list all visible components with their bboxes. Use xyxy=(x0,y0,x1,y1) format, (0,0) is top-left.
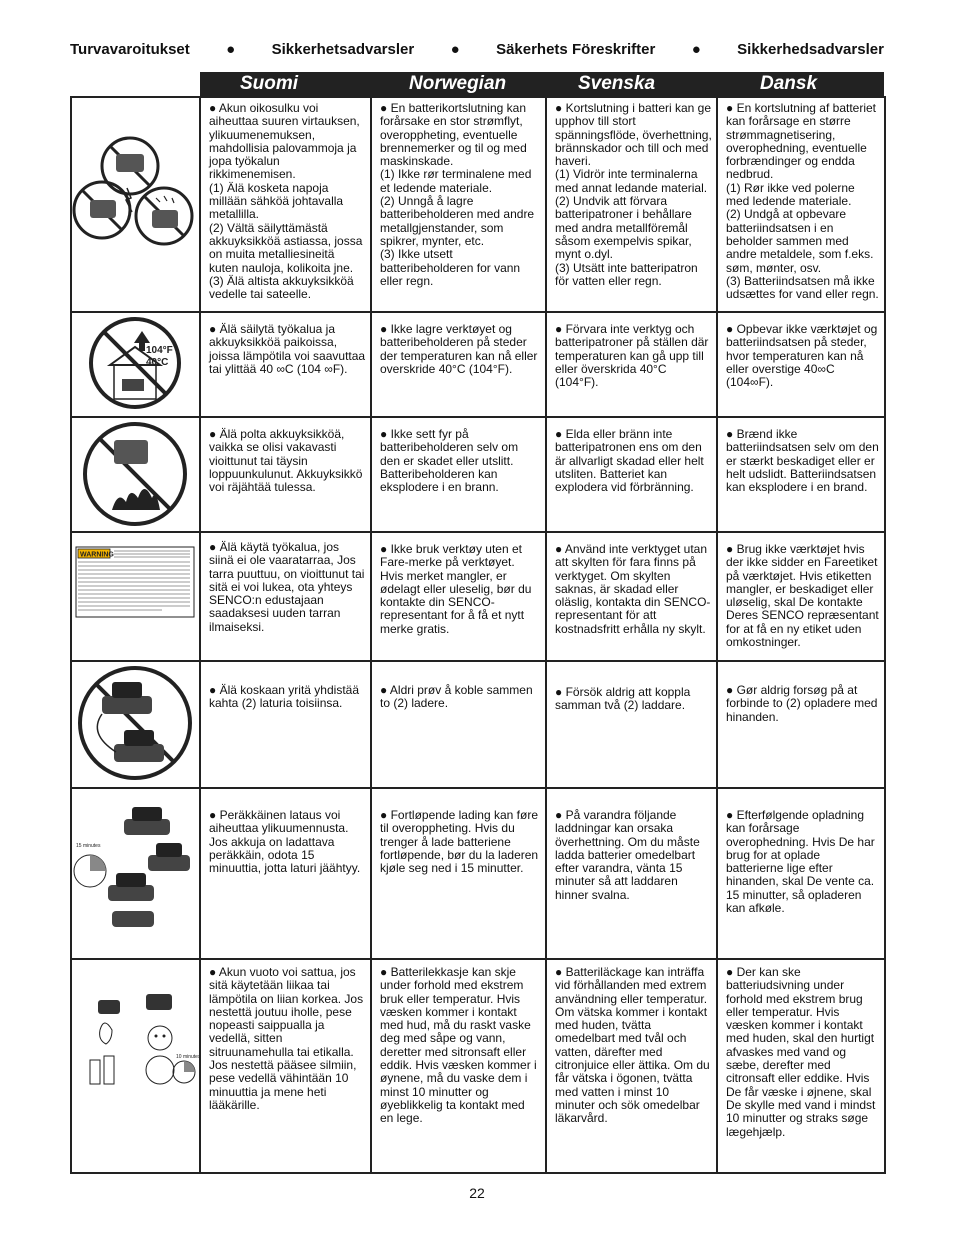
illustration-cell xyxy=(71,788,200,959)
language-dansk: Dansk xyxy=(760,73,818,94)
table-row xyxy=(71,661,885,788)
warning-text: ● Brænd ikke batteriindsatsen selv om den er stærkt beskadiget eller er helt udslidt. Batteriindsatsen kan eksplodere i en brand. xyxy=(726,427,879,495)
warning-text: ● Efterfølgende opladning kan forårsage overophedning. Hvis De har brug for at oplade batterierne lige efter hinanden, skal De vente ca. 15 minutter, så opladeren kan afkøle. xyxy=(726,808,875,916)
illustration-cell xyxy=(71,312,200,417)
warning-text: ● Ikke sett fyr på batteribeholderen selv om den er skadet eller utslitt. Batteribeholderen kan eksplodere i en brann. xyxy=(380,427,519,495)
title-separator: ● xyxy=(226,40,236,58)
warning-text: ● Ikke lagre verktøyet og batteribeholderen på steder der temperaturen kan nå eller overskride 40°C (104°F). xyxy=(380,322,538,376)
language-svenska: Svenska xyxy=(578,73,656,94)
temp-label-f: 104°F xyxy=(146,345,173,356)
warning-text: ● Der kan ske batteriudsivning under forhold med ekstrem brug eller temperatur. Hvis væsken kommer i kontakt med huden, skal den hurtigt afvaskes med vand og sæbe, derefter med citronsaft eller eddike. Hvis De får væske i øjnene, skal De skylle med vand i mindst 10 minutter og straks søge lægehjælp. xyxy=(726,965,876,1139)
warning-text: ● Förvara inte verktyg och batteripatroner på ställen där temperaturen kan gå upp till eller överskrida 40°C (104°F). xyxy=(555,322,709,390)
text-cell-suomi xyxy=(200,959,371,1173)
safety-warnings-table xyxy=(70,96,886,1174)
text-cell-norwegian xyxy=(371,959,546,1173)
timer-label: 15 minutes xyxy=(76,843,101,849)
warning-text: ● Fortløpende lading kan føre til overoppheting. Hvis du trenger å lade batteriene fortløpende, bør du la laderen kjøle seg ned i 15 minutter. xyxy=(380,808,539,876)
section-titles xyxy=(70,38,884,60)
title-separator: ● xyxy=(450,40,460,58)
warning-text: ● Brug ikke værktøjet hvis der ikke sidder en Fareetiket på værktøjet. Hvis etiketten mangler, er beskadiget eller uløselig, skal De kontakte Deres SENCO repræsentant for at få en ny etiket uden omkostninger. xyxy=(726,542,879,650)
no-fire-battery-icon xyxy=(72,418,197,528)
page-number: 22 xyxy=(469,1185,485,1201)
text-cell-dansk xyxy=(717,97,885,312)
title-separator: ● xyxy=(691,40,701,58)
text-cell-svenska xyxy=(546,417,717,532)
thermometer-heat-icon xyxy=(72,313,197,413)
warning-label-icon xyxy=(72,533,197,657)
no-two-chargers-icon xyxy=(72,662,197,784)
text-cell-norwegian xyxy=(371,97,546,312)
illustration-cell xyxy=(71,97,200,312)
table-row xyxy=(71,959,885,1173)
text-cell-svenska xyxy=(546,959,717,1173)
warning-text: ● Älä polta akkuyksikköä, vaikka se olisi vakavasti vioittunut tai täysin loppuunkulunut. Akkuyksikkö voi räjähtää tulessa. xyxy=(209,427,363,495)
text-cell-svenska xyxy=(546,788,717,959)
text-cell-norwegian xyxy=(371,532,546,661)
text-cell-suomi xyxy=(200,312,371,417)
text-cell-svenska xyxy=(546,97,717,312)
warning-text: ● Akun vuoto voi sattua, jos sitä käytetään liikaa tai lämpötila on liian korkea. Jos nestettä joutuu iholle, pese nopeasti saippualla ja vedellä, sitten sitruunamehulla tai etikalla. Jos nestettä pääsee silmiin, pese vedellä vähintään 10 minuuttia ja mene heti lääkärille. xyxy=(209,965,364,1112)
text-cell-dansk xyxy=(717,788,885,959)
warning-word: WARNING xyxy=(80,551,114,559)
battery-short-circuit-icon xyxy=(72,98,197,308)
illustration-cell xyxy=(71,959,200,1173)
warning-text: ● Batterilekkasje kan skje under forhold med ekstrem bruk eller temperatur. Hvis væsken kommer i kontakt med hud, må du raskt vaske deg med såpe og vann, deretter med sitronsaft eller eddik. Hvis væsken kommer i øynene, må du vaske dem i minst 10 minutter og øyeblikkelig ta kontakt med en lege. xyxy=(380,965,537,1126)
text-cell-norwegian xyxy=(371,312,546,417)
title-danish: Sikkerhedsadvarsler xyxy=(737,40,884,58)
title-norwegian: Sikkerhetsadvarsler xyxy=(271,40,415,58)
illustration-cell xyxy=(71,661,200,788)
table-row xyxy=(71,417,885,532)
table-row xyxy=(71,97,885,312)
warning-text: ● Ikke bruk verktøy uten et Fare-merke på verktøyet. Hvis merket mangler, er ødelagt eller uleselig, bør du kontakte din SENCO-representant for å få et nytt merke gratis. xyxy=(380,542,532,636)
text-cell-dansk xyxy=(717,532,885,661)
text-cell-norwegian xyxy=(371,661,546,788)
warning-text: ● På varandra följande laddningar kan orsaka överhettning. Om du måste ladda batterier omedelbart efter varandra, vänta 15 minuter så att laddaren hinner svalna. xyxy=(555,808,700,902)
warning-text: ● Peräkkäinen lataus voi aiheuttaa ylikuumennusta. Jos akkuja on ladattava peräkkäin, odota 15 minuuttia, jotta laturi jäähtyy. xyxy=(209,808,361,876)
charger-cooldown-icon xyxy=(72,789,197,955)
text-cell-norwegian xyxy=(371,788,546,959)
battery-leak-first-aid-icon xyxy=(72,960,201,1168)
warning-text: ● En kortslutning af batteriet kan forårsage en større strømmagnetisering, overophedning, eventuelle forbrændinger og endda nedbrud. (1) Rør ikke ved polerne med ledende materiale. (2) Undgå at opbevare batteriindsatsen i en beholder sammen med andre metaldele, som f.eks. søm, mønter, osv. (3) Batteriindsatsen må ikke udsættes for vand eller regn. xyxy=(726,101,879,302)
text-cell-suomi xyxy=(200,661,371,788)
text-cell-dansk xyxy=(717,661,885,788)
language-header-bar xyxy=(200,72,884,96)
text-cell-svenska xyxy=(546,532,717,661)
illustration-cell xyxy=(71,532,200,661)
warning-text: ● Batteriläckage kan inträffa vid förhållanden med extrem användning eller temperatur. Om vätska kommer i kontakt med huden, tvätta omedelbart med tvål och vatten, därefter med citronjuice eller ättika. Om du får vätska i ögonen, tvätta med vatten i minst 10 minuter och sök omedelbar läkarvård. xyxy=(555,965,710,1126)
warning-text: ● Älä säilytä työkalua ja akkuyksikköä paikoissa, joissa lämpötila voi saavuttaa tai ylittää 40 ∞C (104 ∞F). xyxy=(209,322,366,376)
timer-label: 10 minutes xyxy=(176,1054,201,1060)
text-cell-dansk xyxy=(717,417,885,532)
warning-text: ● Kortslutning i batteri kan ge upphov till stort spänningsflöde, överhettning, brännskador och till och med haveri. (1) Vidrör inte terminalerna med annat ledande material. (2) Undvik att förvara batteripatroner i behållare med andra metallföremål såsom exempelvis spikar, mynt o.dyl. (3) Utsätt inte batteripatron för vatten eller regn. xyxy=(555,101,712,288)
warning-text: ● Akun oikosulku voi aiheuttaa suuren virtauksen, ylikuumenemuksen, mahdollisia palovammoja ja jopa työkalun rikkimenemisen. (1) Älä kosketa napoja millään sähköä johtavalla metallilla. (2) Vältä säilyttämästä akkuyksikköä astiassa, jossa on muita metalliesineitä kuten nauloja, kolikoita jne. (3) Älä altista akkuyksikköä vedelle tai sateelle. xyxy=(209,101,363,302)
text-cell-suomi xyxy=(200,417,371,532)
text-cell-norwegian xyxy=(371,417,546,532)
warning-text: ● Gør aldrig forsøg på at forbinde to (2) opladere med hinanden. xyxy=(726,683,878,724)
table-row xyxy=(71,312,885,417)
illustration-cell xyxy=(71,417,200,532)
text-cell-svenska xyxy=(546,661,717,788)
warning-text: ● Opbevar ikke værktøjet og batteriindsatsen på steder, hvor temperaturen kan nå eller overstige 40∞C (104∞F). xyxy=(726,322,878,390)
language-norwegian: Norwegian xyxy=(409,73,507,94)
warning-text: ● Älä koskaan yritä yhdistää kahta (2) laturia toisiinsa. xyxy=(209,683,359,711)
warning-text: ● Älä käytä työkalua, jos siinä ei ole vaaratarraa, Jos tarra puuttuu, on vioittunut tai sitä ei voi lukea, ota yhteys SENCO:n edustajaan saadaksesi uuden tarran ilmaiseksi. xyxy=(209,540,365,634)
text-cell-suomi xyxy=(200,788,371,959)
table-row xyxy=(71,532,885,661)
title-swedish: Säkerhets Föreskrifter xyxy=(496,40,656,58)
language-suomi: Suomi xyxy=(240,73,299,94)
text-cell-suomi xyxy=(200,532,371,661)
text-cell-svenska xyxy=(546,312,717,417)
table-row xyxy=(71,788,885,959)
text-cell-dansk xyxy=(717,959,885,1173)
warning-text: ● Försök aldrig att koppla samman två (2) laddare. xyxy=(555,685,691,713)
warning-text: ● Aldri prøv å koble sammen to (2) ladere. xyxy=(380,683,533,711)
warning-text: ● En batterikortslutning kan forårsake en stor strømflyt, overoppheting, eventuelle brennemerker og til og med maskinskade. (1) Ikke rør terminalene med et ledende materiale. (2) Unngå å lagre batteribeholderen med andre metallgjenstander, som spikrer, mynter, etc. (3) Ikke utsett batteribeholderen for vann eller regn. xyxy=(380,101,535,288)
temp-label-c: 40°C xyxy=(146,357,169,368)
warning-text: ● Använd inte verktyget utan att skylten för fara finns på verktyget. Om skylten saknas, är skadad eller oläslig, kontakta din SENCO-representant för att kostnadsfritt erhålla ny skylt. xyxy=(555,542,711,636)
warning-text: ● Elda eller bränn inte batteripatronen ens om den är allvarligt skadad eller helt utsliten. Batteriet kan explodera vid förbränning. xyxy=(555,427,704,495)
title-finnish: Turvavaroitukset xyxy=(70,40,190,58)
text-cell-suomi xyxy=(200,97,371,312)
text-cell-dansk xyxy=(717,312,885,417)
